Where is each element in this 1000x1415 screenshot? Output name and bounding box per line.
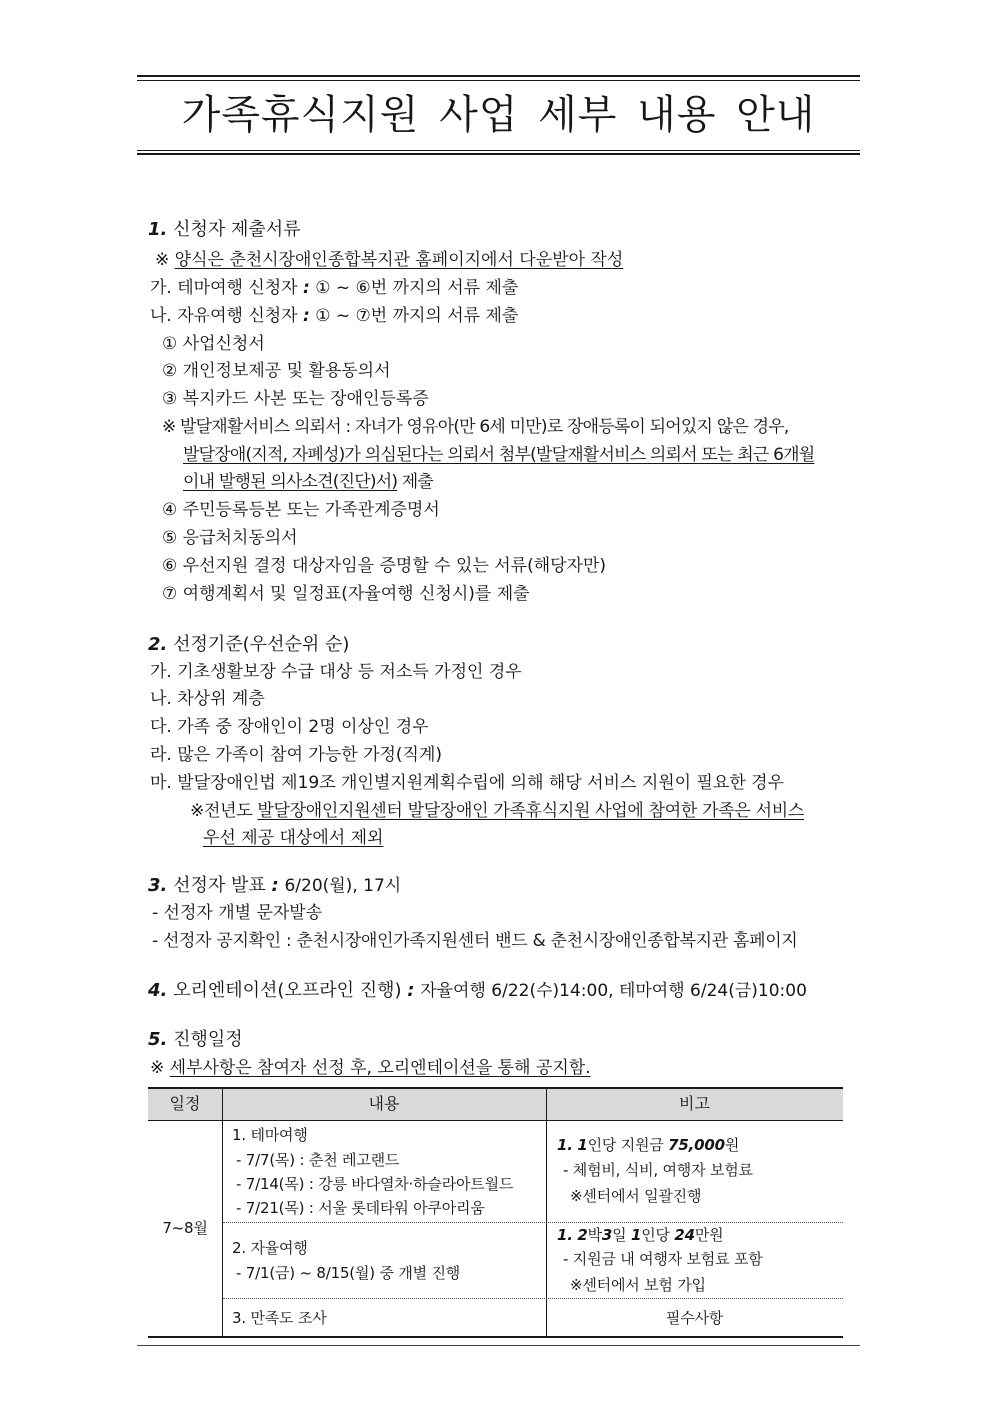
content-item: - 7/21(목) : 서울 롯데타워 아쿠아리움 xyxy=(236,1199,485,1217)
applicant-docs: ① ~ ⑦번 까지의 서류 제출 xyxy=(315,306,519,326)
referral-note-text: 발달장애(지적, 자폐성)가 의심된다는 의뢰서 첨부(발달재활서비스 의뢰서 또는 최근 6개월 xyxy=(183,445,815,465)
referral-note-line-2 xyxy=(183,445,814,465)
column-header-content: 내용 xyxy=(368,1094,400,1113)
note-title: 1. 1인당 지원금 75,000원 xyxy=(557,1136,740,1154)
document-item: ④ 주민등록등본 또는 가족관계증명서 xyxy=(162,500,440,520)
title-bottom-rule-outer xyxy=(137,153,860,155)
section-number: 3. xyxy=(148,875,168,896)
section-5-heading xyxy=(148,1030,243,1050)
section-title: 선정기준(우선순위 순) xyxy=(173,634,350,655)
section-title: 진행일정 xyxy=(173,1029,243,1050)
emphasized-number: 3 xyxy=(601,1226,613,1244)
exclusion-text: 발달장애인지원센터 발달장애인 가족휴식지원 사업에 참여한 가족은 서비스 xyxy=(257,801,804,821)
emphasized-number: 24 xyxy=(674,1226,695,1244)
exclusion-note-line-1 xyxy=(190,801,804,821)
table-row-divider xyxy=(223,1298,843,1299)
orientation-schedule: 자율여행 6/22(수)14:00, 테마여행 6/24(금)10:00 xyxy=(420,981,807,1001)
notice-mark: ※ xyxy=(155,250,170,270)
section-4-heading xyxy=(148,981,807,1001)
announcement-item: - 선정자 공지확인 : 춘천시장애인가족지원센터 밴드 & 춘천시장애인종합복지관 홈페이지 xyxy=(152,931,798,951)
form-download-notice xyxy=(155,250,623,270)
content-item: - 7/7(목) : 춘천 레고랜드 xyxy=(236,1151,400,1169)
exclusion-prefix: ※전년도 xyxy=(190,801,253,821)
column-header-note: 비고 xyxy=(679,1094,710,1113)
section-title: 오리엔테이션(오프라인 진행) xyxy=(173,980,402,1001)
section-2-heading xyxy=(148,635,349,655)
colon: : xyxy=(303,278,310,298)
period-cell: 7~8월 xyxy=(162,1219,208,1237)
colon: : xyxy=(407,980,415,1001)
free-applicant-line xyxy=(150,306,518,326)
referral-note-text: 이내 발행된 의사소견(진단)서) xyxy=(183,472,398,492)
table-header-rule xyxy=(148,1120,843,1121)
content-item: - 7/14(목) : 강릉 바다열차·하슬라아트월드 xyxy=(236,1175,514,1193)
announcement-item: - 선정자 개별 문자발송 xyxy=(152,903,323,923)
announcement-datetime: 6/20(월), 17시 xyxy=(284,876,402,896)
notice-mark: ※ xyxy=(150,1058,165,1078)
table-row-divider xyxy=(223,1222,843,1223)
document-title: 가족휴식지원 사업 세부 내용 안내 xyxy=(181,92,816,138)
criteria-item: 나. 차상위 계층 xyxy=(150,689,265,709)
exclusion-text: 우선 제공 대상에서 제외 xyxy=(203,828,384,848)
applicant-docs: ① ~ ⑥번 까지의 서류 제출 xyxy=(315,278,519,298)
table-bottom-rule xyxy=(148,1336,843,1338)
emphasized-number: 1 xyxy=(630,1226,642,1244)
theme-applicant-line xyxy=(150,278,518,298)
section-title: 선정자 발표 xyxy=(173,875,266,896)
colon: : xyxy=(271,875,279,896)
section-3-heading xyxy=(148,876,401,896)
section-1-heading xyxy=(148,220,301,240)
document-item: ⑦ 여행계획서 및 일정표(자율여행 신청시)를 제출 xyxy=(162,584,530,604)
section-title: 신청자 제출서류 xyxy=(173,219,301,240)
note-item: ※센터에서 일괄진행 xyxy=(570,1187,702,1205)
page-bottom-rule xyxy=(137,1345,860,1346)
content-title: 1. 테마여행 xyxy=(232,1126,308,1144)
note-item: - 지원금 내 여행자 보험료 포함 xyxy=(563,1250,763,1268)
section-number: 5. xyxy=(148,1029,168,1050)
emphasized-number: 2 xyxy=(577,1226,588,1244)
note-cell: 필수사항 xyxy=(665,1309,724,1327)
notice-text: 세부사항은 참여자 선정 후, 오리엔테이션을 통해 공지함. xyxy=(169,1058,591,1078)
emphasized-number: 1. xyxy=(557,1136,573,1154)
title-bottom-rule-inner xyxy=(137,150,860,151)
section-number: 2. xyxy=(148,634,168,655)
referral-note-line-1: ※ 발달재활서비스 의뢰서 : 자녀가 영유아(만 6세 미만)로 장애등록이 되어있지 않은 경우, xyxy=(162,417,789,437)
note-title: 1. 2박3일 1인당 24만원 xyxy=(557,1226,724,1244)
column-header-period: 일정 xyxy=(169,1094,201,1113)
schedule-notice xyxy=(150,1058,591,1078)
colon: : xyxy=(303,306,310,326)
criteria-item: 가. 기초생활보장 수급 대상 등 저소득 가정인 경우 xyxy=(150,662,522,682)
exclusion-note-line-2 xyxy=(203,828,383,848)
criteria-item: 마. 발달장애인법 제19조 개인별지원계획수립에 의해 해당 서비스 지원이 필요한 경우 xyxy=(150,773,785,793)
notice-text: 양식은 춘천시장애인종합복지관 홈페이지에서 다운받아 작성 xyxy=(174,250,624,270)
note-item: - 체험비, 식비, 여행자 보험료 xyxy=(563,1161,753,1179)
criteria-item: 라. 많은 가족이 참여 가능한 가정(직계) xyxy=(150,745,443,765)
document-item: ⑥ 우선지원 결정 대상자임을 증명할 수 있는 서류(해당자만) xyxy=(162,556,607,576)
applicant-label: 가. 테마여행 신청자 xyxy=(150,278,298,298)
table-top-rule xyxy=(148,1087,843,1089)
section-number: 1. xyxy=(148,219,168,240)
content-title: 2. 자율여행 xyxy=(232,1239,308,1257)
referral-note-text: 제출 xyxy=(401,472,434,492)
document-item: ⑤ 응급처치동의서 xyxy=(162,528,298,548)
document-item: ② 개인정보제공 및 활용동의서 xyxy=(162,361,391,381)
applicant-label: 나. 자유여행 신청자 xyxy=(150,306,298,326)
criteria-item: 다. 가족 중 장애인이 2명 이상인 경우 xyxy=(150,717,429,737)
note-item: ※센터에서 보험 가입 xyxy=(570,1276,706,1294)
content-item: - 7/1(금) ~ 8/15(월) 중 개별 진행 xyxy=(236,1264,461,1282)
title-top-rule-outer xyxy=(137,75,860,77)
referral-note-line-3 xyxy=(183,472,433,492)
title-top-rule-inner xyxy=(137,80,860,81)
section-number: 4. xyxy=(148,980,168,1001)
document-item: ① 사업신청서 xyxy=(162,334,265,354)
content-title: 3. 만족도 조사 xyxy=(232,1309,327,1327)
document-item: ③ 복지카드 사본 또는 장애인등록증 xyxy=(162,389,429,409)
emphasized-number: 75,000 xyxy=(668,1136,725,1154)
emphasized-number: 1. xyxy=(557,1226,573,1244)
emphasized-number: 1 xyxy=(577,1136,588,1154)
